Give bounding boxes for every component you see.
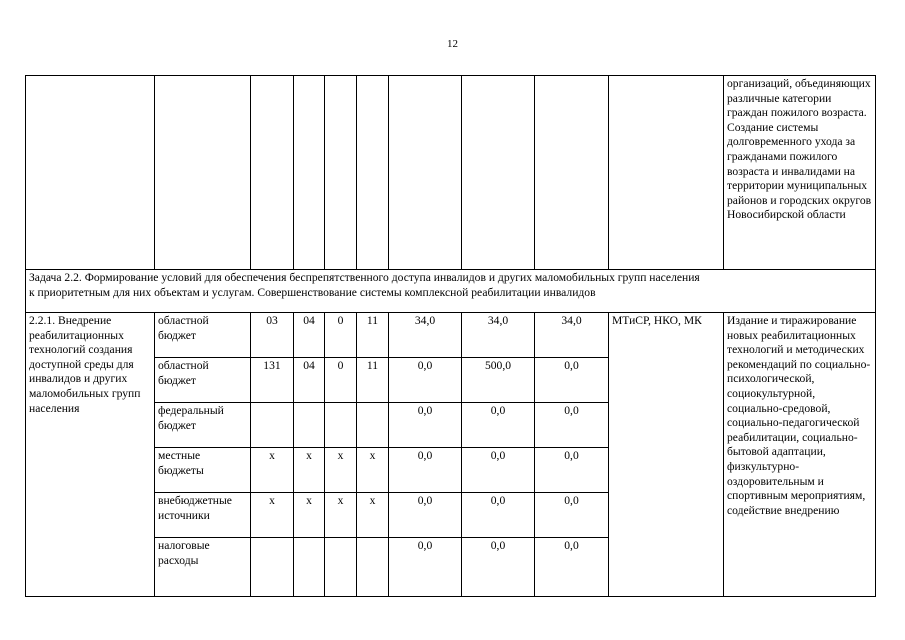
value-cell: 34,0: [389, 313, 462, 358]
empty-cell: [609, 76, 724, 270]
empty-cell: [357, 76, 389, 270]
empty-cell: [251, 76, 294, 270]
empty-cell: [155, 76, 251, 270]
value-cell: 0,0: [535, 358, 609, 403]
page-number: 12: [447, 38, 458, 50]
value-cell: 0,0: [462, 448, 535, 493]
code-cell: [294, 403, 325, 448]
empty-cell: [389, 76, 462, 270]
task-heading: [26, 270, 876, 313]
task-line-2: к приоритетным для них объектам и услугам. Совершенствование системы комплексной реабилитации инвалидов: [29, 285, 596, 299]
code-cell: x: [325, 448, 357, 493]
code-cell: x: [251, 493, 294, 538]
value-cell: 0,0: [462, 403, 535, 448]
code-cell: 04: [294, 313, 325, 358]
value-cell: 0,0: [389, 403, 462, 448]
finance-source: областной бюджет: [155, 313, 251, 358]
code-cell: [357, 403, 389, 448]
value-cell: 0,0: [535, 403, 609, 448]
empty-cell: [535, 76, 609, 270]
value-cell: 34,0: [462, 313, 535, 358]
finance-source: местные бюджеты: [155, 448, 251, 493]
finance-source: областной бюджет: [155, 358, 251, 403]
value-cell: 0,0: [389, 493, 462, 538]
code-cell: [325, 403, 357, 448]
value-cell: 500,0: [462, 358, 535, 403]
code-cell: x: [294, 493, 325, 538]
code-cell: 11: [357, 313, 389, 358]
code-cell: 0: [325, 313, 357, 358]
value-cell: 0,0: [535, 448, 609, 493]
code-cell: [325, 538, 357, 597]
finance-source: внебюджетные источники: [155, 493, 251, 538]
empty-cell: [325, 76, 357, 270]
value-cell: 0,0: [389, 538, 462, 597]
value-cell: 0,0: [535, 493, 609, 538]
empty-cell: [294, 76, 325, 270]
code-cell: x: [325, 493, 357, 538]
value-cell: 0,0: [462, 493, 535, 538]
expected-result: Издание и тиражирование новых реабилитационных технологий и методических рекомендаций по социально-психологической, социокультурной, социально-средовой, социально-педагогической реабилитации, социально-бытовой адаптации, физкультурно-оздоровительным и спортивным мероприятиям, содействие внедрению: [724, 313, 876, 597]
finance-row: [26, 313, 876, 358]
task-line-1: Задача 2.2. Формирование условий для обеспечения беспрепятственного доступа инвалидов и других маломобильных групп населения: [29, 271, 700, 284]
empty-cell: [26, 76, 155, 270]
code-cell: 131: [251, 358, 294, 403]
code-cell: x: [294, 448, 325, 493]
value-cell: 0,0: [535, 538, 609, 597]
code-cell: 04: [294, 358, 325, 403]
code-cell: 03: [251, 313, 294, 358]
code-cell: x: [251, 448, 294, 493]
task-row: [26, 270, 876, 313]
empty-cell: [462, 76, 535, 270]
finance-source: федеральный бюджет: [155, 403, 251, 448]
value-cell: 34,0: [535, 313, 609, 358]
measure-name: 2.2.1. Внедрение реабилитационных технологий создания доступной среды для инвалидов и других маломобильных групп населения: [26, 313, 155, 597]
value-cell: 0,0: [389, 448, 462, 493]
code-cell: x: [357, 493, 389, 538]
finance-source: налоговые расходы: [155, 538, 251, 597]
code-cell: [251, 403, 294, 448]
continuation-row: [26, 76, 876, 270]
code-cell: 11: [357, 358, 389, 403]
value-cell: 0,0: [462, 538, 535, 597]
continuation-result-text: организаций, объединяющих различные категории граждан пожилого возраста. Создание системы долговременного ухода за гражданами пожилого возраста и инвалидами на территории муниципальных районов и городских округов Новосибирской области: [724, 76, 876, 270]
code-cell: [251, 538, 294, 597]
code-cell: [294, 538, 325, 597]
value-cell: 0,0: [389, 358, 462, 403]
code-cell: 0: [325, 358, 357, 403]
code-cell: [357, 538, 389, 597]
code-cell: x: [357, 448, 389, 493]
executors-cell: МТиСР, НКО, МК: [609, 313, 724, 597]
program-table: [25, 75, 876, 597]
